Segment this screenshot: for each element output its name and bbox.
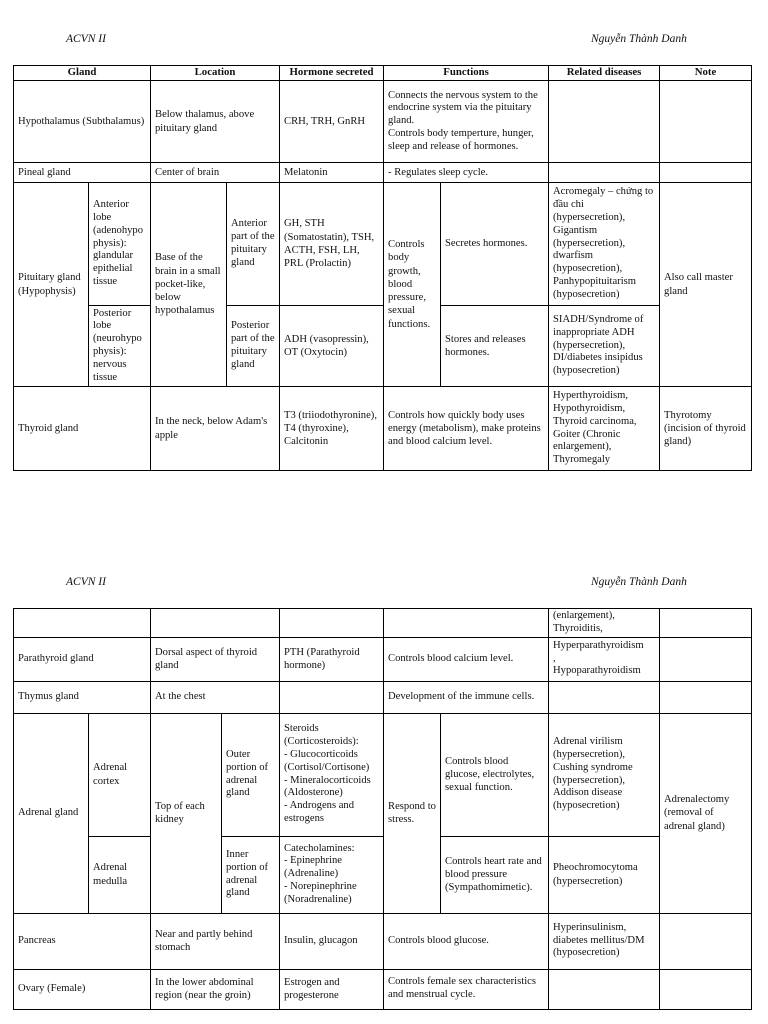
hormone-line: - Glucocorticoids (Cortisol/Cortisone) xyxy=(284,749,370,773)
cell-location: Top of each kidney xyxy=(151,713,222,913)
cell-note: Also call master gland xyxy=(660,183,752,387)
function-line: Connects the nervous system to the endocrine system via the pituitary gland. xyxy=(388,89,538,127)
cell-lobe: Posterior lobe (neurohypophysis): nervous tissue xyxy=(89,306,151,387)
cell-sub-function: Controls blood glucose, electrolytes, sexual function. xyxy=(441,713,549,836)
cell-note xyxy=(660,913,752,969)
cell-location: Near and partly behind stomach xyxy=(151,913,280,969)
cell-diseases xyxy=(549,81,660,163)
cell-functions: Controls blood calcium level. xyxy=(384,637,549,681)
cell-sub-function: Stores and releases hormones. xyxy=(441,306,549,387)
hormone-line: Catecholamines: xyxy=(284,842,355,854)
cell-hormone: Melatonin xyxy=(280,163,384,183)
cell-diseases xyxy=(549,637,660,681)
cell-hormone: ADH (vasopressin), OT (Oxytocin) xyxy=(280,306,384,387)
cell-functions: Controls how quickly body uses energy (metabolism), make proteins and blood calcium level. xyxy=(384,387,549,471)
cell-gland: Thyroid gland xyxy=(14,387,151,471)
header-course: ACVN II xyxy=(66,576,106,588)
cell-functions xyxy=(384,609,549,638)
cell-location: Below thalamus, above pituitary gland xyxy=(151,81,280,163)
table-row-pancreas xyxy=(14,913,752,969)
table-row-pituitary-posterior xyxy=(14,306,752,387)
cell-hormone xyxy=(280,836,384,913)
header-author: Nguyễn Thành Danh xyxy=(591,576,687,588)
cell-gland: Pancreas xyxy=(14,913,151,969)
cell-diseases: Hyperinsulinism, diabetes mellitus/DM (hyposecretion) xyxy=(549,913,660,969)
cell-gland: Ovary (Female) xyxy=(14,969,151,1009)
cell-location: At the chest xyxy=(151,681,280,713)
hormone-line: - Epinephrine (Adrenaline) xyxy=(284,855,342,880)
table-row-ovary xyxy=(14,969,752,1009)
cell-note xyxy=(660,969,752,1009)
cell-diseases xyxy=(549,969,660,1009)
cell-functions: Development of the immune cells. xyxy=(384,681,549,713)
col-header-location: Location xyxy=(151,66,280,81)
header-author: Nguyễn Thành Danh xyxy=(591,33,687,45)
table-row-pineal xyxy=(14,163,752,183)
cell-location xyxy=(151,609,280,638)
table-row-parathyroid xyxy=(14,637,752,681)
table-row-thyroid xyxy=(14,387,752,471)
cell-diseases: Pheochromocytoma (hypersecretion) xyxy=(549,836,660,913)
cell-note xyxy=(660,681,752,713)
cell-hormone: PTH (Parathyroid hormone) xyxy=(280,637,384,681)
cell-hormone: T3 (triiodothyronine), T4 (thyroxine), Calcitonin xyxy=(280,387,384,471)
cell-hormone: Insulin, glucagon xyxy=(280,913,384,969)
cell-note xyxy=(660,81,752,163)
cell-location: Center of brain xyxy=(151,163,280,183)
cell-location: In the lower abdominal region (near the groin) xyxy=(151,969,280,1009)
cell-note: Adrenalectomy (removal of adrenal gland) xyxy=(660,713,752,913)
table-row-hypothalamus xyxy=(14,81,752,163)
hormone-line: - Androgens and estrogens xyxy=(284,800,355,824)
cell-hormone: CRH, TRH, GnRH xyxy=(280,81,384,163)
cell-functions xyxy=(384,81,549,163)
gland-table-page1 xyxy=(13,65,752,471)
cell-location: Base of the brain in a small pocket-like, below hypothalamus xyxy=(151,183,227,387)
table-row-continuation xyxy=(14,609,752,638)
cell-diseases: Hyperthyroidism, Hypothyroidism, Thyroid carcinoma, Goiter (Chronic enlargement), Thyromegaly xyxy=(549,387,660,471)
cell-gland: Parathyroid gland xyxy=(14,637,151,681)
cell-sub-function: Controls heart rate and blood pressure (Sympathomimetic). xyxy=(441,836,549,913)
cell-gland: Pituitary gland (Hypophysis) xyxy=(14,183,89,387)
function-line: Controls body temperture, hunger, sleep and release of hormones. xyxy=(388,127,534,152)
cell-hormone xyxy=(280,713,384,836)
cell-diseases: Acromegaly – chứng to đầu chi (hypersecretion), Gigantism (hypersecretion), dwarfism (hyposecretion), Panhypopituitarism (hyposecretion) xyxy=(549,183,660,306)
cell-functions: Controls female sex characteristics and menstrual cycle. xyxy=(384,969,549,1009)
cell-note xyxy=(660,163,752,183)
cell-gland: Adrenal gland xyxy=(14,713,89,913)
cell-lobe: Anterior lobe (adenohypophysis): glandular epithelial tissue xyxy=(89,183,151,306)
cell-part: Adrenal cortex xyxy=(89,713,151,836)
cell-diseases xyxy=(549,163,660,183)
cell-note xyxy=(660,609,752,638)
table-row-thymus xyxy=(14,681,752,713)
cell-sub-function: Secretes hormones. xyxy=(441,183,549,306)
table-row-adrenal-medulla xyxy=(14,836,752,913)
cell-diseases: SIADH/Syndrome of inappropriate ADH (hypersecretion), DI/diabetes insipidus (hyposecretion) xyxy=(549,306,660,387)
cell-hormone xyxy=(280,609,384,638)
cell-functions: Controls body growth, blood pressure, sexual functions. xyxy=(384,183,441,387)
page2-header xyxy=(0,576,768,592)
cell-functions: - Regulates sleep cycle. xyxy=(384,163,549,183)
disease-line: Hypoparathyroidism xyxy=(553,665,641,677)
table-header-row xyxy=(14,66,752,81)
cell-note xyxy=(660,637,752,681)
cell-portion: Outer portion of adrenal gland xyxy=(222,713,280,836)
hormone-line: - Norepinephrine (Noradrenaline) xyxy=(284,880,357,905)
cell-diseases: Adrenal virilism (hypersecretion), Cushing syndrome (hypersecretion), Addison disease (hyposecretion) xyxy=(549,713,660,836)
table-row-adrenal-cortex xyxy=(14,713,752,836)
hormone-line: Steroids (Corticosteroids): xyxy=(284,723,359,748)
disease-line: , xyxy=(553,652,556,664)
cell-part: Posterior part of the pituitary gland xyxy=(227,306,280,387)
page1-header xyxy=(0,33,768,49)
hormone-line: - Mineralocorticoids (Aldosterone) xyxy=(284,774,371,799)
col-header-functions: Functions xyxy=(384,66,549,81)
cell-diseases xyxy=(549,681,660,713)
cell-functions: Respond to stress. xyxy=(384,713,441,913)
cell-portion: Inner portion of adrenal gland xyxy=(222,836,280,913)
col-header-gland: Gland xyxy=(14,66,151,81)
cell-note: Thyrotomy (incision of thyroid gland) xyxy=(660,387,752,471)
cell-part: Adrenal medulla xyxy=(89,836,151,913)
cell-gland xyxy=(14,609,151,638)
gland-table-page2 xyxy=(13,608,752,1010)
cell-gland: Thymus gland xyxy=(14,681,151,713)
cell-diseases: (enlargement), Thyroiditis, xyxy=(549,609,660,638)
cell-hormone: GH, STH (Somatostatin), TSH, ACTH, FSH, LH, PRL (Prolactin) xyxy=(280,183,384,306)
col-header-hormone: Hormone secreted xyxy=(280,66,384,81)
table-row-pituitary-anterior xyxy=(14,183,752,306)
cell-gland: Hypothalamus (Subthalamus) xyxy=(14,81,151,163)
col-header-diseases: Related diseases xyxy=(549,66,660,81)
cell-functions: Controls blood glucose. xyxy=(384,913,549,969)
cell-hormone: Estrogen and progesterone xyxy=(280,969,384,1009)
col-header-note: Note xyxy=(660,66,752,81)
cell-gland: Pineal gland xyxy=(14,163,151,183)
cell-part: Anterior part of the pituitary gland xyxy=(227,183,280,306)
cell-hormone xyxy=(280,681,384,713)
disease-line: Hyperparathyroidism xyxy=(553,639,644,651)
cell-location: In the neck, below Adam's apple xyxy=(151,387,280,471)
header-course: ACVN II xyxy=(66,33,106,45)
cell-location: Dorsal aspect of thyroid gland xyxy=(151,637,280,681)
